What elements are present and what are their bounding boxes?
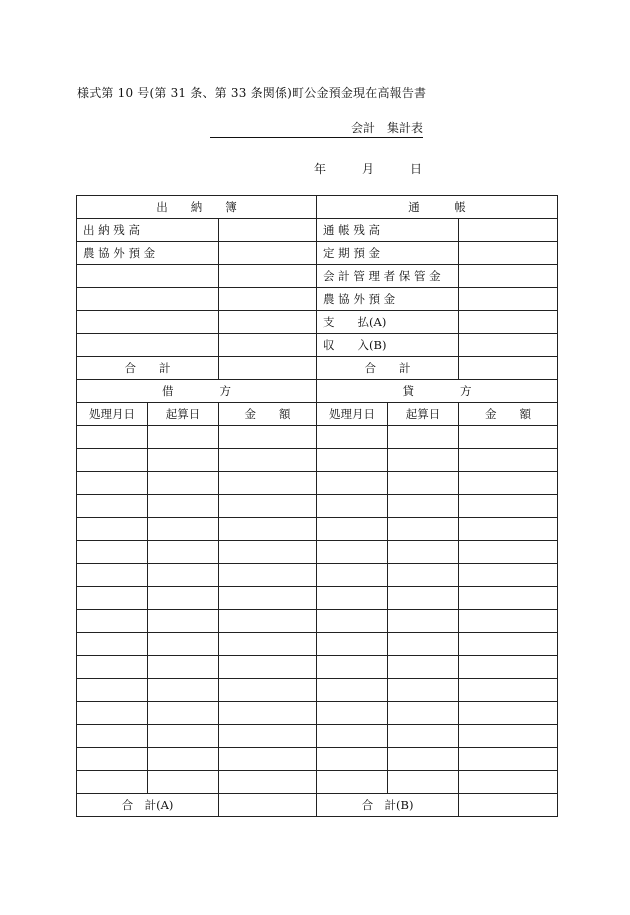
credit-processing-date-cell[interactable] bbox=[317, 610, 388, 633]
section-header-row bbox=[77, 196, 558, 219]
entry-row bbox=[77, 610, 558, 633]
summary-title-line[interactable] bbox=[210, 122, 423, 138]
debit-amount-cell[interactable] bbox=[219, 587, 317, 610]
balance-row bbox=[77, 242, 558, 265]
credit-amount-cell[interactable] bbox=[459, 656, 558, 679]
credit-amount-cell[interactable] bbox=[459, 518, 558, 541]
cashbook-row-label bbox=[77, 334, 219, 357]
debit-amount-cell[interactable] bbox=[219, 725, 317, 748]
passbook-amount-cell[interactable] bbox=[459, 265, 558, 288]
debit-processing-date-cell[interactable] bbox=[77, 541, 148, 564]
credit-amount-cell[interactable] bbox=[459, 587, 558, 610]
debit-processing-date-cell[interactable] bbox=[77, 495, 148, 518]
cashbook-amount-cell[interactable] bbox=[219, 288, 317, 311]
credit-processing-date-cell[interactable] bbox=[317, 587, 388, 610]
credit-start-date-cell[interactable] bbox=[388, 702, 459, 725]
credit-start-date-cell[interactable] bbox=[388, 518, 459, 541]
debit-processing-date-cell[interactable] bbox=[77, 725, 148, 748]
passbook-row-label: 通 帳 残 高 bbox=[317, 219, 459, 242]
debit-start-date-cell[interactable] bbox=[148, 449, 219, 472]
credit-processing-date-cell[interactable] bbox=[317, 449, 388, 472]
balance-row bbox=[77, 334, 558, 357]
debit-start-date-cell[interactable] bbox=[148, 702, 219, 725]
debit-amount-cell[interactable] bbox=[219, 679, 317, 702]
credit-start-date-cell[interactable] bbox=[388, 610, 459, 633]
debit-start-date-cell[interactable] bbox=[148, 656, 219, 679]
debit-processing-date-cell[interactable] bbox=[77, 771, 148, 794]
cashbook-row-label bbox=[77, 265, 219, 288]
credit-amount-cell[interactable] bbox=[459, 771, 558, 794]
debit-processing-date-cell[interactable] bbox=[77, 656, 148, 679]
date-month-label: 月 bbox=[362, 162, 375, 176]
cashbook-amount-cell[interactable] bbox=[219, 334, 317, 357]
credit-col-amount: 金 額 bbox=[459, 403, 558, 426]
balance-row bbox=[77, 288, 558, 311]
credit-amount-cell[interactable] bbox=[459, 633, 558, 656]
cashbook-total-amount[interactable] bbox=[219, 357, 317, 380]
debit-processing-date-cell[interactable] bbox=[77, 587, 148, 610]
credit-start-date-cell[interactable] bbox=[388, 472, 459, 495]
credit-processing-date-cell[interactable] bbox=[317, 679, 388, 702]
entry-row bbox=[77, 449, 558, 472]
entry-row bbox=[77, 426, 558, 449]
entry-row bbox=[77, 771, 558, 794]
debit-amount-cell[interactable] bbox=[219, 610, 317, 633]
credit-amount-cell[interactable] bbox=[459, 564, 558, 587]
passbook-row-label: 定 期 預 金 bbox=[317, 242, 459, 265]
entry-row bbox=[77, 587, 558, 610]
credit-processing-date-cell[interactable] bbox=[317, 426, 388, 449]
entry-row bbox=[77, 725, 558, 748]
passbook-amount-cell[interactable] bbox=[459, 242, 558, 265]
balance-total-row bbox=[77, 357, 558, 380]
credit-amount-cell[interactable] bbox=[459, 748, 558, 771]
credit-header: 貸 方 bbox=[317, 380, 558, 403]
credit-processing-date-cell[interactable] bbox=[317, 771, 388, 794]
debit-amount-cell[interactable] bbox=[219, 748, 317, 771]
entry-row bbox=[77, 702, 558, 725]
credit-start-date-cell[interactable] bbox=[388, 679, 459, 702]
entry-row bbox=[77, 748, 558, 771]
credit-amount-cell[interactable] bbox=[459, 449, 558, 472]
credit-amount-cell[interactable] bbox=[459, 495, 558, 518]
debit-credit-header-row bbox=[77, 380, 558, 403]
credit-start-date-cell[interactable] bbox=[388, 748, 459, 771]
debit-processing-date-cell[interactable] bbox=[77, 702, 148, 725]
debit-total-amount[interactable] bbox=[219, 794, 317, 817]
grand-total-row bbox=[77, 794, 558, 817]
debit-start-date-cell[interactable] bbox=[148, 771, 219, 794]
credit-processing-date-cell[interactable] bbox=[317, 518, 388, 541]
credit-start-date-cell[interactable] bbox=[388, 495, 459, 518]
debit-amount-cell[interactable] bbox=[219, 633, 317, 656]
entry-row bbox=[77, 518, 558, 541]
passbook-amount-cell[interactable] bbox=[459, 219, 558, 242]
debit-processing-date-cell[interactable] bbox=[77, 610, 148, 633]
debit-processing-date-cell[interactable] bbox=[77, 472, 148, 495]
debit-start-date-cell[interactable] bbox=[148, 610, 219, 633]
entry-row bbox=[77, 564, 558, 587]
debit-amount-cell[interactable] bbox=[219, 564, 317, 587]
debit-processing-date-cell[interactable] bbox=[77, 518, 148, 541]
entry-row bbox=[77, 472, 558, 495]
cashbook-row-label bbox=[77, 311, 219, 334]
balance-row bbox=[77, 265, 558, 288]
credit-processing-date-cell[interactable] bbox=[317, 633, 388, 656]
credit-amount-cell[interactable] bbox=[459, 679, 558, 702]
passbook-amount-cell[interactable] bbox=[459, 288, 558, 311]
credit-start-date-cell[interactable] bbox=[388, 725, 459, 748]
entry-row bbox=[77, 541, 558, 564]
debit-processing-date-cell[interactable] bbox=[77, 748, 148, 771]
debit-header: 借 方 bbox=[77, 380, 317, 403]
debit-col-amount: 金 額 bbox=[219, 403, 317, 426]
date-year-label: 年 bbox=[314, 162, 327, 176]
debit-start-date-cell[interactable] bbox=[148, 587, 219, 610]
credit-start-date-cell[interactable] bbox=[388, 771, 459, 794]
debit-amount-cell[interactable] bbox=[219, 656, 317, 679]
cashbook-total-label: 合 計 bbox=[77, 357, 219, 380]
credit-col-start-date: 起算日 bbox=[388, 403, 459, 426]
debit-processing-date-cell[interactable] bbox=[77, 679, 148, 702]
credit-processing-date-cell[interactable] bbox=[317, 656, 388, 679]
entry-row bbox=[77, 679, 558, 702]
debit-start-date-cell[interactable] bbox=[148, 426, 219, 449]
credit-processing-date-cell[interactable] bbox=[317, 472, 388, 495]
balance-row bbox=[77, 219, 558, 242]
credit-start-date-cell[interactable] bbox=[388, 587, 459, 610]
cashbook-amount-cell[interactable] bbox=[219, 311, 317, 334]
debit-start-date-cell[interactable] bbox=[148, 518, 219, 541]
cashbook-row-label: 出 納 残 高 bbox=[77, 219, 219, 242]
debit-amount-cell[interactable] bbox=[219, 472, 317, 495]
debit-col-processing-date: 処理月日 bbox=[77, 403, 148, 426]
debit-start-date-cell[interactable] bbox=[148, 679, 219, 702]
credit-total-label: 合 計(B) bbox=[317, 794, 459, 817]
credit-start-date-cell[interactable] bbox=[388, 541, 459, 564]
passbook-row-label: 会 計 管 理 者 保 管 金 bbox=[317, 265, 459, 288]
passbook-row-label: 農 協 外 預 金 bbox=[317, 288, 459, 311]
passbook-total-amount[interactable] bbox=[459, 357, 558, 380]
credit-amount-cell[interactable] bbox=[459, 725, 558, 748]
credit-processing-date-cell[interactable] bbox=[317, 748, 388, 771]
cashbook-row-label bbox=[77, 288, 219, 311]
section-header-passbook: 通 帳 bbox=[317, 196, 558, 219]
debit-amount-cell[interactable] bbox=[219, 541, 317, 564]
debit-amount-cell[interactable] bbox=[219, 771, 317, 794]
debit-processing-date-cell[interactable] bbox=[77, 564, 148, 587]
form-title: 様式第 10 号(第 31 条、第 33 条関係)町公金預金現在高報告書 bbox=[77, 86, 427, 100]
balance-row bbox=[77, 311, 558, 334]
debit-start-date-cell[interactable] bbox=[148, 541, 219, 564]
passbook-row-label: 支 払(A) bbox=[317, 311, 459, 334]
credit-start-date-cell[interactable] bbox=[388, 426, 459, 449]
credit-start-date-cell[interactable] bbox=[388, 656, 459, 679]
credit-start-date-cell[interactable] bbox=[388, 564, 459, 587]
credit-processing-date-cell[interactable] bbox=[317, 564, 388, 587]
credit-processing-date-cell[interactable] bbox=[317, 495, 388, 518]
debit-processing-date-cell[interactable] bbox=[77, 449, 148, 472]
credit-processing-date-cell[interactable] bbox=[317, 541, 388, 564]
date-day-label: 日 bbox=[410, 162, 423, 176]
credit-amount-cell[interactable] bbox=[459, 610, 558, 633]
cashbook-amount-cell[interactable] bbox=[219, 219, 317, 242]
debit-start-date-cell[interactable] bbox=[148, 725, 219, 748]
entry-row bbox=[77, 633, 558, 656]
cashbook-row-label: 農 協 外 預 金 bbox=[77, 242, 219, 265]
debit-amount-cell[interactable] bbox=[219, 518, 317, 541]
debit-amount-cell[interactable] bbox=[219, 495, 317, 518]
credit-amount-cell[interactable] bbox=[459, 426, 558, 449]
debit-start-date-cell[interactable] bbox=[148, 472, 219, 495]
section-header-cashbook: 出 納 簿 bbox=[77, 196, 317, 219]
debit-processing-date-cell[interactable] bbox=[77, 426, 148, 449]
cashbook-amount-cell[interactable] bbox=[219, 265, 317, 288]
credit-processing-date-cell[interactable] bbox=[317, 702, 388, 725]
credit-start-date-cell[interactable] bbox=[388, 633, 459, 656]
entry-row bbox=[77, 495, 558, 518]
debit-col-start-date: 起算日 bbox=[148, 403, 219, 426]
credit-start-date-cell[interactable] bbox=[388, 449, 459, 472]
cashbook-amount-cell[interactable] bbox=[219, 242, 317, 265]
credit-processing-date-cell[interactable] bbox=[317, 725, 388, 748]
column-header-row bbox=[77, 403, 558, 426]
debit-start-date-cell[interactable] bbox=[148, 633, 219, 656]
debit-start-date-cell[interactable] bbox=[148, 564, 219, 587]
passbook-row-label: 収 入(B) bbox=[317, 334, 459, 357]
debit-amount-cell[interactable] bbox=[219, 702, 317, 725]
debit-total-label: 合 計(A) bbox=[77, 794, 219, 817]
credit-amount-cell[interactable] bbox=[459, 472, 558, 495]
entry-row bbox=[77, 656, 558, 679]
debit-start-date-cell[interactable] bbox=[148, 748, 219, 771]
debit-processing-date-cell[interactable] bbox=[77, 633, 148, 656]
credit-amount-cell[interactable] bbox=[459, 541, 558, 564]
debit-amount-cell[interactable] bbox=[219, 426, 317, 449]
credit-total-amount[interactable] bbox=[459, 794, 558, 817]
passbook-total-label: 合 計 bbox=[317, 357, 459, 380]
debit-amount-cell[interactable] bbox=[219, 449, 317, 472]
credit-amount-cell[interactable] bbox=[459, 702, 558, 725]
passbook-amount-cell[interactable] bbox=[459, 334, 558, 357]
summary-label: 会計 集計表 bbox=[350, 121, 423, 135]
passbook-amount-cell[interactable] bbox=[459, 311, 558, 334]
credit-col-processing-date: 処理月日 bbox=[317, 403, 388, 426]
debit-start-date-cell[interactable] bbox=[148, 495, 219, 518]
ledger-table bbox=[76, 195, 558, 817]
